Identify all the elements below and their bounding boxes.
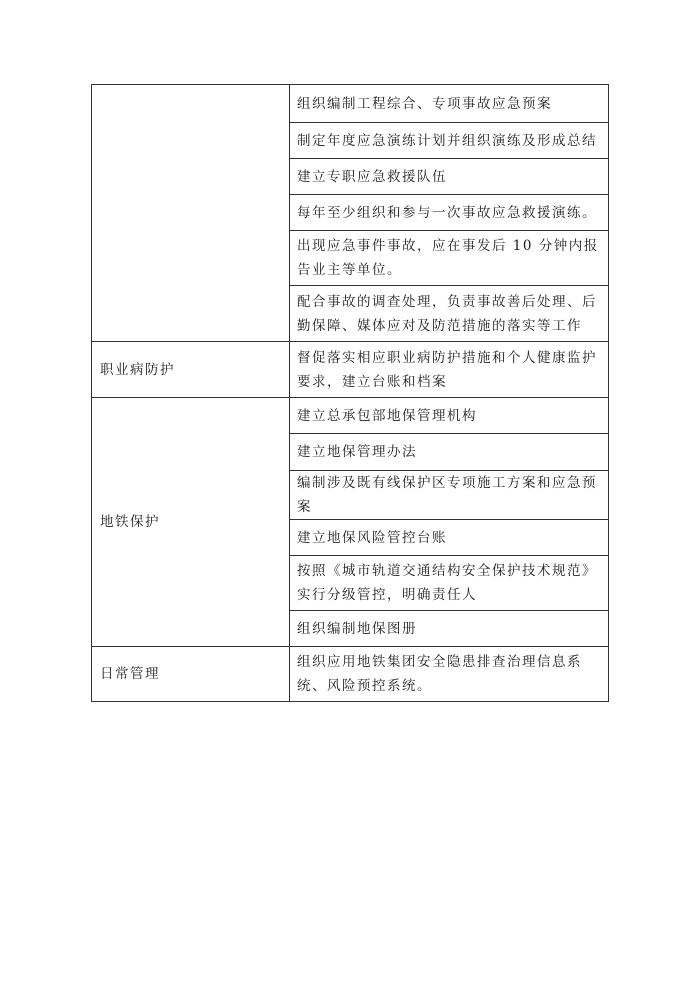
table-row [92,647,609,702]
category-cell: 地铁保护 [92,398,290,647]
item-cell: 建立专职应急救援队伍 [290,159,609,195]
category-cell: 职业病防护 [92,342,290,398]
item-cell: 组织编制地保图册 [290,611,609,647]
item-cell: 组织应用地铁集团安全隐患排查治理信息系统、风险预控系统。 [290,647,609,702]
table-row [92,85,609,123]
item-cell: 建立地保风险管控台账 [290,520,609,556]
item-cell: 制定年度应急演练计划并组织演练及形成总结 [290,123,609,159]
category-cell: 日常管理 [92,647,290,702]
item-cell: 组织编制工程综合、专项事故应急预案 [290,85,609,123]
item-cell: 建立总承包部地保管理机构 [290,398,609,434]
duty-table [91,84,609,702]
item-cell: 按照《城市轨道交通结构安全保护技术规范》实行分级管控，明确责任人 [290,556,609,611]
table-row [92,342,609,398]
item-cell: 督促落实相应职业病防护措施和个人健康监护要求，建立台账和档案 [290,342,609,398]
item-cell: 配合事故的调查处理，负责事故善后处理、后勤保障、媒体应对及防范措施的落实等工作 [290,286,609,342]
category-cell [92,85,290,342]
table-row [92,398,609,434]
item-cell: 每年至少组织和参与一次事故应急救援演练。 [290,195,609,231]
item-cell: 建立地保管理办法 [290,434,609,471]
item-cell: 出现应急事件事故，应在事发后 10 分钟内报告业主等单位。 [290,231,609,286]
item-cell: 编制涉及既有线保护区专项施工方案和应急预案 [290,471,609,520]
